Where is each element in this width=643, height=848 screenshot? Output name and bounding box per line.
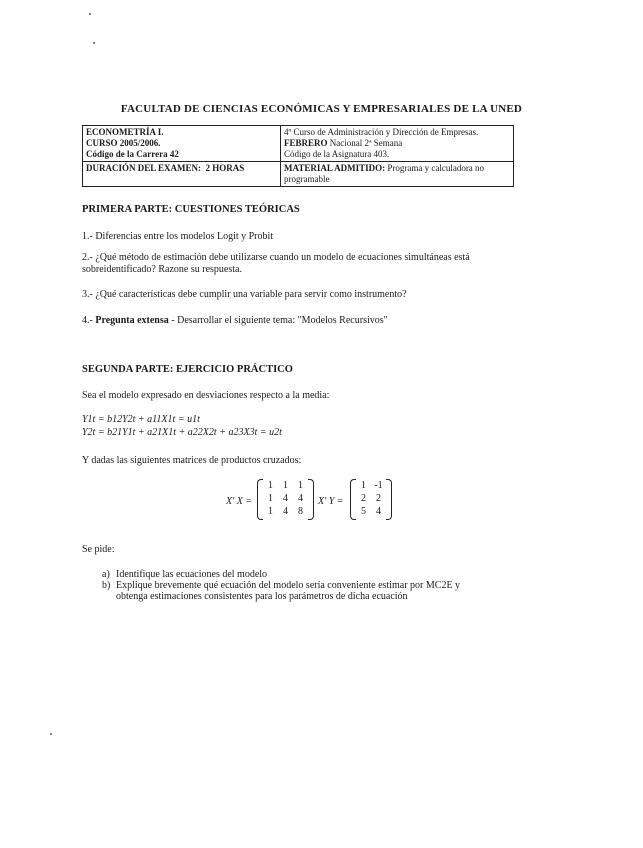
task-item-b-continuation: obtenga estimaciones consistentes para los parámetros de dicha ecuación xyxy=(116,591,408,602)
duration-value: 2 HORAS xyxy=(205,163,245,173)
matrices-intro: Y dadas las siguientes matrices de productos cruzados: xyxy=(82,455,302,466)
duration-label: DURACIÓN DEL EXAMEN: xyxy=(86,163,202,173)
scan-speck xyxy=(89,13,91,15)
part2-title: SEGUNDA PARTE: EJERCICIO PRÁCTICO xyxy=(82,364,293,375)
material-value: Programa y calculadora no programable xyxy=(284,163,485,184)
scan-speck xyxy=(50,733,52,735)
matrix-left-bracket xyxy=(350,479,356,520)
scan-speck xyxy=(93,42,95,44)
material-label: MATERIAL ADMITIDO: xyxy=(284,163,386,173)
degree-name: 4º Curso de Administración y Dirección de Empresas. xyxy=(284,127,479,137)
course-name: ECONOMETRÍA I. xyxy=(86,127,164,137)
degree-info-cell xyxy=(281,126,514,162)
matrix-right-bracket xyxy=(386,479,392,520)
model-intro: Sea el modelo expresado en desviaciones respecto a la media: xyxy=(82,390,330,401)
question-4-emphasis: Pregunta extensa xyxy=(95,315,169,326)
task-text: Explique brevemente qué ecuación del modelo sería conveniente estimar por MC2E y xyxy=(116,580,461,591)
matrix-left-bracket xyxy=(257,479,263,520)
question-4: 4.- Pregunta extensa - Desarrollar el siguiente tema: "Modelos Recursivos" xyxy=(82,315,388,326)
matrix-row: 2 2 xyxy=(361,493,381,504)
list-marker: a) xyxy=(102,569,110,580)
list-marker: b) xyxy=(102,580,111,591)
xx-matrix xyxy=(263,479,308,518)
matrix-row: 1 1 1 xyxy=(268,480,303,491)
faculty-title: FACULTAD DE CIENCIAS ECONÓMICAS Y EMPRESARIALES DE LA UNED xyxy=(120,103,523,115)
subject-code: Código de la Asignatura 403. xyxy=(284,149,390,159)
exam-session: FEBRERO Nacional 2ª Semana xyxy=(284,138,403,148)
equation-1: Y1t = b12Y2t + a11X1t = u1t xyxy=(82,414,200,425)
matrix-row: 1 4 4 xyxy=(268,493,303,504)
matrix-row: 1 -1 xyxy=(361,480,383,491)
task-item-a xyxy=(102,569,267,580)
xx-matrix-label: X' X = xyxy=(226,496,253,507)
matrix-row: 5 4 xyxy=(361,506,381,517)
question-1: 1.- Diferencias entre los modelos Logit y Probit xyxy=(82,231,274,242)
task-item-b xyxy=(102,580,460,591)
question-3: 3.- ¿Qué características debe cumplir una variable para servir como instrumento? xyxy=(82,289,407,300)
matrix-right-bracket xyxy=(308,479,314,520)
question-2-line1: 2.- ¿Qué método de estimación debe utilizarse cuando un modelo de ecuaciones simultáneas está xyxy=(82,252,470,263)
material-cell xyxy=(281,162,514,187)
exam-header-table xyxy=(82,125,514,187)
duration-cell xyxy=(83,162,281,187)
course-info-cell xyxy=(83,126,281,162)
task-text: Identifique las ecuaciones del modelo xyxy=(116,569,268,580)
course-year: CURSO 2005/2006. xyxy=(86,138,161,148)
xy-matrix xyxy=(356,479,386,518)
part1-title: PRIMERA PARTE: CUESTIONES TEÓRICAS xyxy=(82,204,300,215)
matrix-row: 1 4 8 xyxy=(268,506,303,517)
tasks-intro: Se pide: xyxy=(82,544,115,555)
question-2-line2: sobreidentificado? Razone su respuesta. xyxy=(82,264,242,275)
xy-matrix-label: X' Y = xyxy=(318,496,344,507)
equation-2: Y2t = b21Y1t + a21X1t + a22X2t + a23X3t = u2t xyxy=(82,427,282,438)
career-code: Código de la Carrera 42 xyxy=(86,149,179,159)
